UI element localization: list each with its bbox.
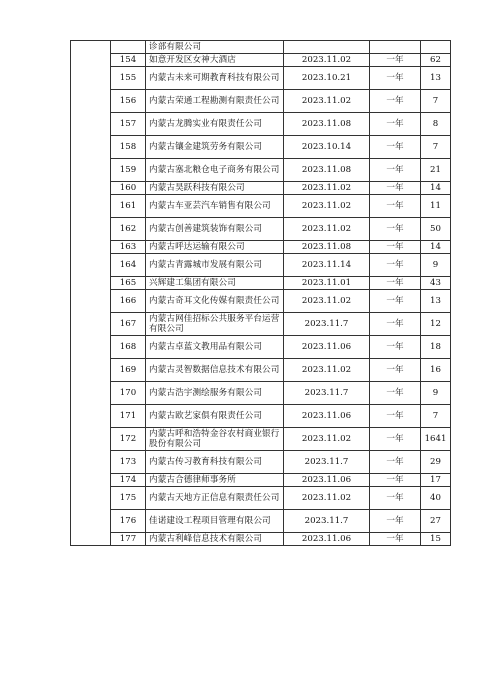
count-cell: 29: [421, 451, 451, 474]
period-cell: 一年: [370, 182, 421, 195]
count-cell: 27: [421, 510, 451, 533]
period-cell: 一年: [370, 451, 421, 474]
table-row: [71, 90, 451, 113]
period-cell: 一年: [370, 510, 421, 533]
row-number-cell: 161: [111, 195, 146, 218]
company-name-cell: 如意开发区女神大酒店: [146, 54, 284, 67]
company-name-cell: 内蒙古昊跃科技有限公司: [146, 182, 284, 195]
company-name-cell: 诊部有限公司: [146, 41, 284, 54]
row-number-cell: 173: [111, 451, 146, 474]
company-name-cell: 佳诺建设工程项目管理有限公司: [146, 510, 284, 533]
row-number-cell: 174: [111, 474, 146, 487]
row-number-cell: 177: [111, 533, 146, 546]
count-cell: 9: [421, 382, 451, 405]
date-cell: 2023.11.06: [284, 336, 370, 359]
date-cell: 2023.11.08: [284, 241, 370, 254]
company-name-cell: 内蒙古未来可期教育科技有限公司: [146, 67, 284, 90]
date-cell: 2023.10.21: [284, 67, 370, 90]
company-name-cell: 内蒙古创善建筑装饰有限公司: [146, 218, 284, 241]
company-name-cell: 内蒙古浩宇测绘服务有限公司: [146, 382, 284, 405]
date-cell: 2023.11.06: [284, 405, 370, 428]
row-number-cell: 175: [111, 487, 146, 510]
table-row: [71, 54, 451, 67]
date-cell: 2023.11.7: [284, 510, 370, 533]
table-row: [71, 313, 451, 336]
date-cell: 2023.11.02: [284, 90, 370, 113]
period-cell: 一年: [370, 474, 421, 487]
row-number-cell: 160: [111, 182, 146, 195]
count-cell: 40: [421, 487, 451, 510]
table-row: [71, 159, 451, 182]
company-table: [70, 40, 451, 546]
table-row: [71, 336, 451, 359]
row-number-cell: [111, 41, 146, 54]
document-page: [70, 40, 451, 546]
count-cell: 7: [421, 405, 451, 428]
period-cell: 一年: [370, 241, 421, 254]
company-table-body: [71, 41, 451, 546]
count-cell: 8: [421, 113, 451, 136]
row-number-cell: 172: [111, 428, 146, 451]
company-name-cell: 内蒙古奇耳文化传媒有限责任公司: [146, 290, 284, 313]
company-name-cell: 内蒙古合德律师事务所: [146, 474, 284, 487]
period-cell: 一年: [370, 136, 421, 159]
date-cell: 2023.11.02: [284, 218, 370, 241]
table-row: [71, 487, 451, 510]
date-cell: 2023.11.06: [284, 474, 370, 487]
date-cell: 2023.11.06: [284, 533, 370, 546]
date-cell: 2023.11.02: [284, 487, 370, 510]
count-cell: 17: [421, 474, 451, 487]
table-row: [71, 241, 451, 254]
count-cell: 1641: [421, 428, 451, 451]
row-number-cell: 158: [111, 136, 146, 159]
company-name-cell: 内蒙古镶金建筑劳务有限公司: [146, 136, 284, 159]
period-cell: 一年: [370, 336, 421, 359]
date-cell: 2023.11.7: [284, 313, 370, 336]
date-cell: 2023.11.02: [284, 195, 370, 218]
date-cell: 2023.11.08: [284, 113, 370, 136]
row-number-cell: 164: [111, 254, 146, 277]
count-cell: 14: [421, 241, 451, 254]
period-cell: 一年: [370, 487, 421, 510]
row-number-cell: 156: [111, 90, 146, 113]
company-name-cell: 内蒙古欧艺家俱有限责任公司: [146, 405, 284, 428]
company-name-cell: 内蒙古利峰信息技术有限公司: [146, 533, 284, 546]
date-cell: 2023.11.7: [284, 382, 370, 405]
table-row: [71, 382, 451, 405]
table-row: [71, 359, 451, 382]
company-name-cell: 内蒙古塞北粮仓电子商务有限公司: [146, 159, 284, 182]
period-cell: 一年: [370, 113, 421, 136]
count-cell: 9: [421, 254, 451, 277]
table-row: [71, 405, 451, 428]
period-cell: 一年: [370, 254, 421, 277]
table-row: [71, 277, 451, 290]
table-row: [71, 451, 451, 474]
date-cell: 2023.10.14: [284, 136, 370, 159]
table-row: [71, 428, 451, 451]
table-row: [71, 41, 451, 54]
date-cell: [284, 41, 370, 54]
row-number-cell: 168: [111, 336, 146, 359]
row-number-cell: 154: [111, 54, 146, 67]
period-cell: 一年: [370, 195, 421, 218]
count-cell: 50: [421, 218, 451, 241]
date-cell: 2023.11.08: [284, 159, 370, 182]
row-number-cell: 165: [111, 277, 146, 290]
period-cell: 一年: [370, 382, 421, 405]
date-cell: 2023.11.01: [284, 277, 370, 290]
company-name-cell: 内蒙古车亚芸汽车销售有限公司: [146, 195, 284, 218]
count-cell: 14: [421, 182, 451, 195]
table-row: [71, 218, 451, 241]
company-name-cell: 内蒙古呼达运输有限公司: [146, 241, 284, 254]
company-name-cell: 内蒙古龙腾实业有限责任公司: [146, 113, 284, 136]
period-cell: 一年: [370, 54, 421, 67]
row-number-cell: 163: [111, 241, 146, 254]
row-number-cell: 166: [111, 290, 146, 313]
period-cell: 一年: [370, 359, 421, 382]
table-row: [71, 290, 451, 313]
period-cell: [370, 41, 421, 54]
row-number-cell: 169: [111, 359, 146, 382]
company-name-cell: 内蒙古灵智数据信息技术有限公司: [146, 359, 284, 382]
period-cell: 一年: [370, 405, 421, 428]
date-cell: 2023.11.7: [284, 451, 370, 474]
count-cell: 43: [421, 277, 451, 290]
period-cell: 一年: [370, 313, 421, 336]
row-number-cell: 176: [111, 510, 146, 533]
row-number-cell: 170: [111, 382, 146, 405]
table-row: [71, 254, 451, 277]
date-cell: 2023.11.02: [284, 428, 370, 451]
period-cell: 一年: [370, 533, 421, 546]
period-cell: 一年: [370, 277, 421, 290]
table-row: [71, 182, 451, 195]
table-row: [71, 474, 451, 487]
company-name-cell: 内蒙古天地方正信息有限责任公司: [146, 487, 284, 510]
date-cell: 2023.11.02: [284, 54, 370, 67]
count-cell: 12: [421, 313, 451, 336]
company-name-cell: 内蒙古传习教育科技有限公司: [146, 451, 284, 474]
period-cell: 一年: [370, 428, 421, 451]
period-cell: 一年: [370, 67, 421, 90]
date-cell: 2023.11.02: [284, 290, 370, 313]
table-row: [71, 67, 451, 90]
count-cell: 21: [421, 159, 451, 182]
count-cell: 15: [421, 533, 451, 546]
row-number-cell: 155: [111, 67, 146, 90]
count-cell: 18: [421, 336, 451, 359]
count-cell: 62: [421, 54, 451, 67]
table-row: [71, 533, 451, 546]
count-cell: 7: [421, 90, 451, 113]
period-cell: 一年: [370, 159, 421, 182]
period-cell: 一年: [370, 90, 421, 113]
merged-category-cell: [71, 41, 111, 546]
table-row: [71, 113, 451, 136]
count-cell: 7: [421, 136, 451, 159]
count-cell: 13: [421, 67, 451, 90]
row-number-cell: 167: [111, 313, 146, 336]
date-cell: 2023.11.02: [284, 359, 370, 382]
company-name-cell: 内蒙古荣通工程勘测有限责任公司: [146, 90, 284, 113]
company-name-cell: 兴辉建工集团有限公司: [146, 277, 284, 290]
table-row: [71, 510, 451, 533]
table-row: [71, 136, 451, 159]
table-row: [71, 195, 451, 218]
count-cell: [421, 41, 451, 54]
row-number-cell: 171: [111, 405, 146, 428]
period-cell: 一年: [370, 290, 421, 313]
company-name-cell: 内蒙古青露城市发展有限公司: [146, 254, 284, 277]
row-number-cell: 157: [111, 113, 146, 136]
row-number-cell: 162: [111, 218, 146, 241]
date-cell: 2023.11.02: [284, 182, 370, 195]
company-name-cell: 内蒙古卓蓝文教用品有限公司: [146, 336, 284, 359]
date-cell: 2023.11.14: [284, 254, 370, 277]
company-name-cell: 内蒙古呼和浩特金谷农村商业银行股份有限公司: [146, 428, 284, 451]
row-number-cell: 159: [111, 159, 146, 182]
company-name-cell: 内蒙古网佳招标公共服务平台运营有限公司: [146, 313, 284, 336]
count-cell: 16: [421, 359, 451, 382]
count-cell: 13: [421, 290, 451, 313]
count-cell: 11: [421, 195, 451, 218]
period-cell: 一年: [370, 218, 421, 241]
